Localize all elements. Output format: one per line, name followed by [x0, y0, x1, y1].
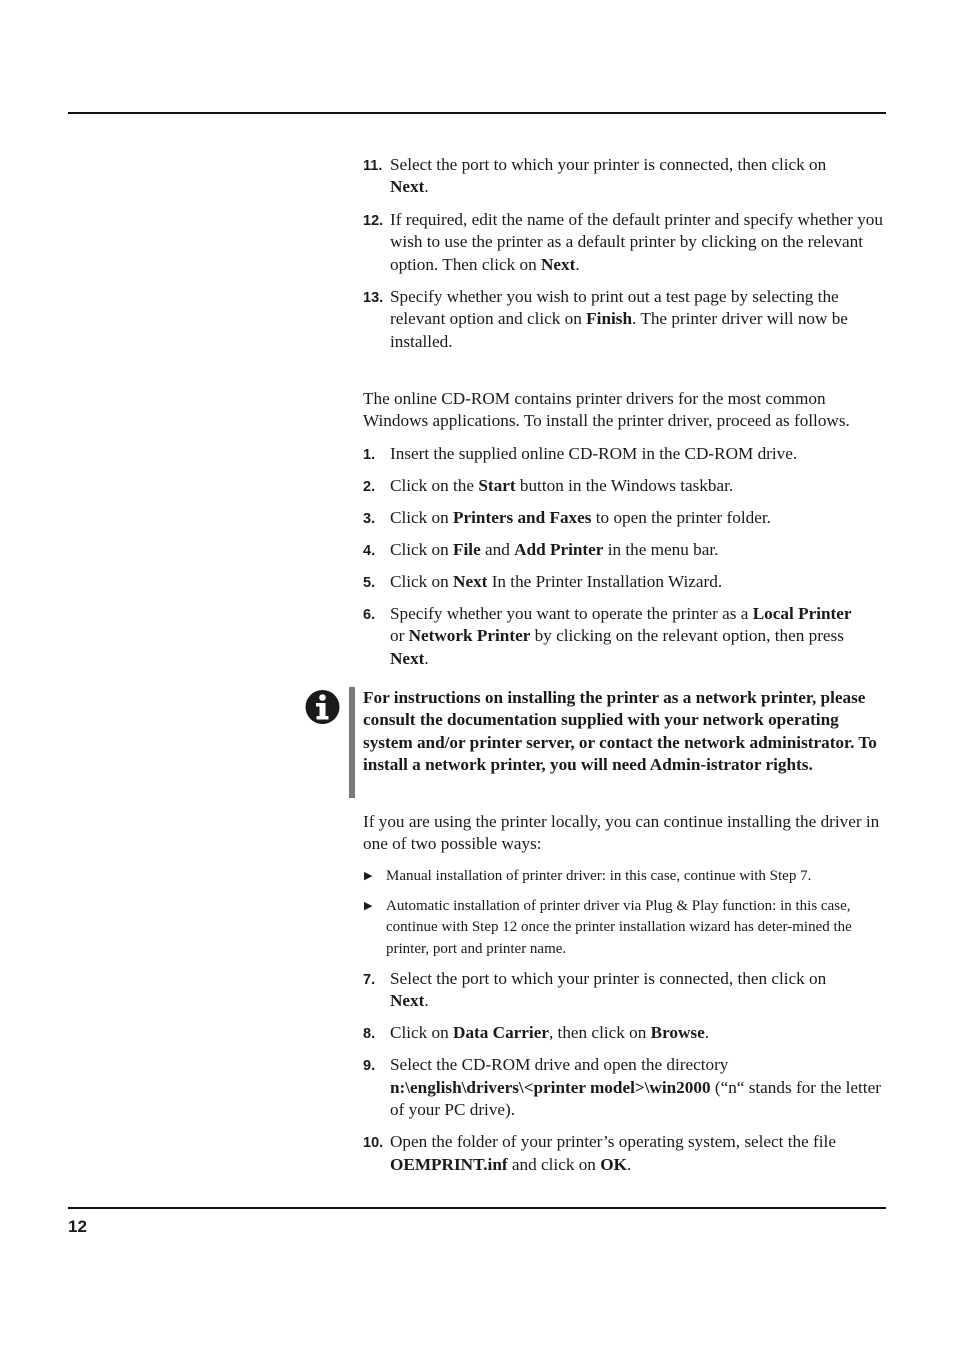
step-2: 2. Click on the Start button in the Windows taskbar. — [363, 475, 886, 497]
step-number: 4. — [363, 543, 376, 559]
note-box — [349, 687, 886, 798]
step-12: 12. If required, edit the name of the default printer and specify whether you wish to use the printer as a default printer by clicking on the relevant option. Then click on Next. — [363, 209, 883, 274]
steps-11-13 — [363, 154, 886, 353]
step-9: 9. Select the CD-ROM drive and open the directory n:\english\drivers\<printer model>\win2000 (“n“ stands for the letter of your PC drive). — [363, 1055, 881, 1120]
note-bar — [349, 687, 355, 798]
header-rule — [68, 112, 886, 114]
step-number: 2. — [363, 479, 376, 495]
step-number: 1. — [363, 447, 376, 463]
note-text: For instructions on installing the printer as a network printer, please consult the documentation supplied with your network operating system and/or printer server, or contact the network administrator. To install a network printer, you will need Admin-istrator rights. — [363, 688, 877, 775]
step-8: 8. Click on Data Carrier, then click on Browse. — [363, 1022, 886, 1044]
step-number: 6. — [363, 607, 376, 623]
step-10: 10. Open the folder of your printer’s operating system, select the file OEMPRINT.inf and click on OK. — [363, 1132, 836, 1174]
steps-1-6 — [363, 443, 886, 670]
local-intro-paragraph: If you are using the printer locally, you can continue installing the driver in one of two possible ways: — [363, 812, 880, 854]
step-7: 7. Select the port to which your printer is connected, then click on Next. — [363, 969, 827, 1011]
steps-7-10 — [363, 968, 886, 1176]
step-11: 11. Select the port to which your printer is connected, then click on Next. — [363, 155, 827, 197]
step-number: 5. — [363, 575, 376, 591]
step-1: 1. Insert the supplied online CD-ROM in the CD-ROM drive. — [363, 443, 886, 465]
step-4: 4. Click on File and Add Printer in the menu bar. — [363, 539, 886, 561]
step-number: 7. — [363, 972, 376, 988]
step-number: 8. — [363, 1026, 376, 1043]
step-number: 11. — [363, 158, 383, 174]
triangle-bullet-icon: ▶ — [364, 870, 373, 882]
bullet-list — [363, 866, 886, 960]
step-number: 13. — [363, 290, 384, 307]
step-3: 3. Click on Printers and Faxes to open the printer folder. — [363, 507, 886, 529]
footer-rule — [68, 1207, 886, 1209]
intro-paragraph: The online CD-ROM contains printer drivers for the most common Windows applications. To install the printer driver, proceed as follows. — [363, 389, 850, 431]
step-5: 5. Click on Next In the Printer Installation Wizard. — [363, 571, 886, 593]
triangle-bullet-icon: ▶ — [364, 900, 373, 912]
step-number: 10. — [363, 1135, 384, 1152]
bullet-item: ▶ Manual installation of printer driver: in this case, continue with Step 7. — [363, 866, 886, 887]
bullet-item: ▶ Automatic installation of printer driver via Plug & Play function: in this case, continue with Step 12 once the printer installation wizard has deter-mined the printer, port and printer name. — [364, 898, 852, 957]
step-13: 13. Specify whether you wish to print out a test page by selecting the relevant option and click on Finish. The printer driver will now be installed. — [363, 287, 848, 351]
step-6: 6. Specify whether you want to operate the printer as a Local Printer or Network Printer by clicking on the relevant option, then press Next. — [363, 604, 852, 668]
step-number: 3. — [363, 511, 376, 527]
step-number: 12. — [363, 212, 384, 229]
step-number: 9. — [363, 1058, 376, 1075]
info-icon — [305, 689, 340, 725]
page-number: 12 — [68, 1217, 87, 1236]
